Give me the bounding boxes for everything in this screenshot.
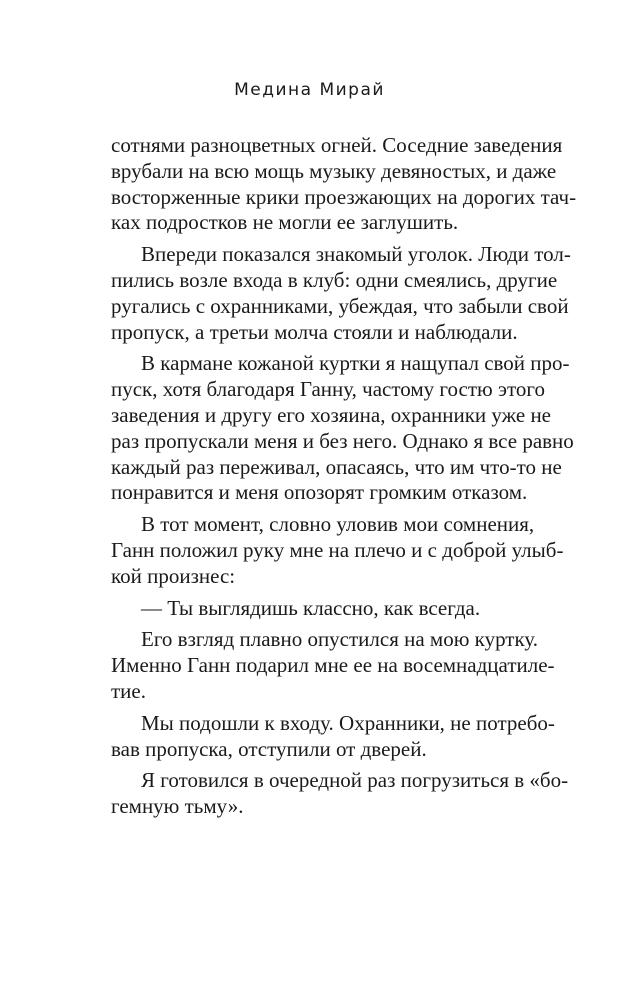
text-line: — Ты выглядишь классно, как всегда.: [141, 595, 481, 620]
running-head: Медина Мирай: [234, 80, 385, 100]
text-line: Я готовился в очередной раз погрузиться в «бо-: [141, 768, 569, 793]
text-line: тие.: [111, 678, 146, 703]
text-line: Впереди показался знакомый уголок. Люди тол-: [141, 242, 571, 267]
paragraph: [111, 512, 564, 589]
paragraph: [111, 242, 571, 345]
text-line: пропуск, а третьи молча стояли и наблюдали.: [111, 319, 518, 344]
paragraph: [111, 596, 511, 622]
text-line: гемную тьму».: [111, 794, 244, 819]
paragraph: [111, 133, 577, 236]
paragraph: [111, 627, 555, 704]
text-line: В тот момент, словно уловив мои сомнения,: [141, 512, 535, 537]
text-line: сотнями разноцветных огней. Соседние заведения: [111, 133, 563, 157]
text-line: заведения и другу его хозяина, охранники уже не: [111, 402, 552, 427]
text-line: восторженные крики проезжающих на дорогих тач-: [111, 184, 577, 209]
text-line: Мы подошли к входу. Охранники, не потребо-: [141, 710, 555, 735]
text-line: Именно Ганн подарил мне ее на восемнадцатилe-: [111, 653, 555, 678]
text-line: кой произнес:: [111, 563, 236, 588]
text-line: врубали на всю мощь музыку девяностых, и даже: [111, 158, 557, 183]
paragraph: [111, 710, 555, 763]
text-line: каждый раз переживал, опасаясь, что им что-то не: [111, 454, 562, 479]
paragraph: [111, 768, 569, 820]
text-line: ках подростков не могли ее заглушить.: [111, 210, 459, 235]
text-line: пуск, хотя благодаря Ганну, частому гостю этого: [111, 377, 545, 402]
text-line: вав пропуска, отступили от дверей.: [111, 736, 427, 761]
text-line: Ганн положил руку мне на плечо и с доброй улыб-: [111, 537, 564, 562]
text-line: В кармане кожаной куртки я нащупал свой про-: [141, 351, 570, 376]
paragraph: [111, 351, 574, 506]
body-text: [111, 133, 577, 820]
text-line: раз пропускали меня и без него. Однако я все равно: [111, 428, 574, 453]
text-line: понравится и меня опозорят громким отказом.: [111, 480, 528, 505]
text-line: Его взгляд плавно опустился на мою куртку.: [141, 627, 539, 652]
text-line: ругались с охранниками, убеждая, что забыли свой: [111, 293, 569, 318]
text-line: пились возле входа в клуб: одни смеялись, другие: [111, 267, 558, 292]
